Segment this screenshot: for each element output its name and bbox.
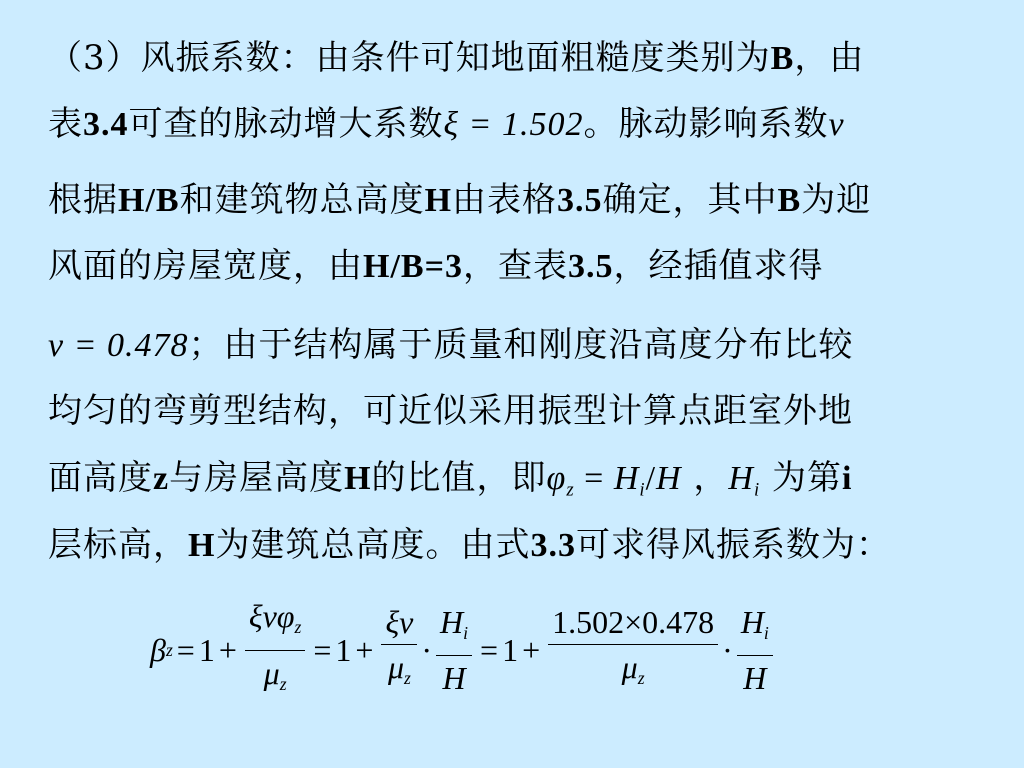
text-span: 3.5	[567, 248, 614, 285]
denominator-text: μ	[263, 654, 280, 691]
wind-vibration-formula	[150, 595, 777, 705]
text-span: 3.4	[83, 106, 129, 143]
fraction-1	[245, 594, 305, 705]
math-eq: =	[574, 460, 614, 497]
text-span: 3.3	[530, 527, 576, 564]
text-line-7	[48, 458, 852, 511]
text-span: 可查的脉动增大系数	[128, 104, 444, 144]
fraction-numerator	[245, 594, 305, 650]
equals-sign: =	[176, 631, 195, 668]
text-span: ；由于结构属于质量和刚度沿高度分布比较	[188, 325, 854, 365]
plus-sign: +	[218, 631, 237, 668]
text-span: 均匀的弯剪型结构，可近似采用振型计算点距室外地	[48, 391, 853, 431]
math-sub: i	[463, 623, 469, 644]
math-phi: φ	[546, 460, 567, 497]
fraction-4	[548, 600, 718, 700]
math-sub: i	[763, 623, 769, 644]
fraction-5	[737, 600, 773, 700]
plus-sign: +	[522, 631, 541, 668]
one: 1	[335, 631, 352, 668]
denominator-text: H	[743, 660, 767, 697]
text-span: 。脉动影响系数	[583, 104, 829, 144]
text-span: H	[424, 182, 453, 219]
math-nu: ν	[828, 106, 845, 143]
text-span: ，由	[794, 38, 865, 78]
text-span: 由表格	[452, 180, 558, 220]
math-h: H	[728, 460, 754, 497]
numerator-text: ξν	[385, 603, 414, 640]
text-line-4	[48, 246, 823, 287]
text-span: 为建筑总高度。由式	[215, 525, 531, 565]
math-sub: z	[279, 673, 287, 694]
text-line-6	[48, 391, 853, 431]
text-span: 的比值，即	[371, 458, 547, 498]
text-line-8	[48, 525, 891, 566]
text-span: 风面的房屋宽度，由	[48, 246, 363, 286]
denominator-text: μ	[387, 648, 404, 685]
one: 1	[198, 631, 215, 668]
text-span: 和建筑物总高度	[179, 180, 425, 220]
equals-sign: =	[313, 631, 332, 668]
equals-sign: =	[480, 631, 499, 668]
numerator-text: H	[440, 603, 464, 640]
text-span: （3）风振系数：由条件可知地面粗糙度类别为	[48, 38, 771, 78]
fraction-denominator	[260, 651, 291, 706]
text-line-3	[48, 180, 871, 221]
math-sub: z	[637, 668, 645, 689]
text-line-2	[48, 104, 845, 145]
math-sub: i	[753, 479, 761, 501]
math-h: H	[613, 460, 640, 497]
fraction-denominator	[438, 656, 469, 700]
text-span: 层标高，	[48, 525, 188, 565]
text-span: H	[188, 527, 216, 564]
math-xi-value: ξ = 1.502	[443, 106, 584, 143]
math-h: H	[656, 460, 682, 497]
fraction-denominator	[739, 656, 770, 700]
denominator-text: μ	[621, 648, 638, 685]
text-span: 3.5	[557, 182, 603, 219]
text-span: 为第	[760, 458, 842, 498]
text-span: B	[777, 182, 802, 219]
math-sub: z	[404, 668, 411, 689]
math-sub: z	[294, 617, 302, 638]
math-sub: z	[165, 639, 173, 660]
fraction-denominator	[384, 645, 415, 700]
text-span: i	[842, 460, 853, 497]
fraction-numerator	[381, 600, 417, 645]
text-span: H/B	[118, 182, 180, 219]
text-line-1	[48, 38, 864, 79]
one: 1	[502, 631, 519, 668]
fraction-denominator	[618, 645, 649, 700]
dot-operator: ·	[421, 631, 433, 668]
text-span: ，经插值求得	[613, 246, 824, 286]
numerator-text: ξνφ	[248, 598, 295, 635]
plus-sign: +	[355, 631, 374, 668]
fraction-2	[381, 600, 417, 700]
text-span: 根据	[48, 180, 118, 220]
text-span: H	[344, 460, 372, 497]
fraction-numerator	[548, 600, 718, 645]
text-span: B	[770, 40, 795, 77]
fraction-numerator	[737, 600, 773, 656]
text-span: ，	[681, 458, 729, 498]
text-span: 面高度	[48, 458, 153, 498]
text-span: 与房屋高度	[169, 458, 345, 498]
numerator-text: 1.502×0.478	[552, 603, 715, 640]
math-sub: z	[566, 479, 575, 501]
math-sub: i	[639, 479, 646, 501]
text-span: 确定，其中	[602, 180, 778, 220]
text-span: 表	[48, 104, 83, 144]
math-nu-value: ν = 0.478	[48, 327, 189, 364]
text-span: 为迎	[801, 180, 872, 220]
numerator-text: H	[740, 603, 764, 640]
fraction-3	[436, 600, 472, 700]
denominator-text: H	[442, 660, 466, 697]
text-span: H/B=3	[363, 248, 463, 285]
text-span: z	[153, 460, 170, 497]
text-span: 可求得风振系数为：	[575, 525, 891, 565]
math-slash: /	[645, 460, 657, 497]
beta-symbol: β	[150, 631, 166, 668]
text-line-5	[48, 325, 854, 366]
text-span: ，查表	[462, 246, 568, 286]
dot-operator: ·	[722, 631, 733, 668]
fraction-numerator	[436, 600, 472, 656]
